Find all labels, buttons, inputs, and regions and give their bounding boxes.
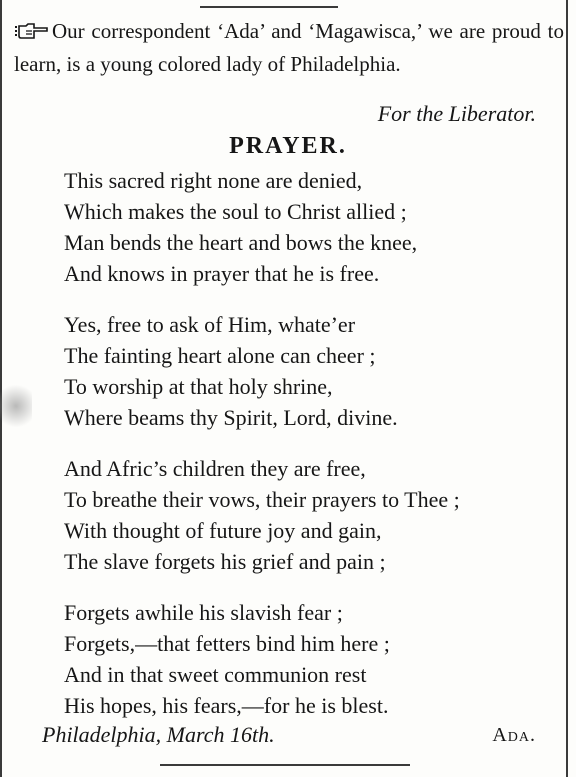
poem-line: This sacred right none are denied, bbox=[64, 168, 363, 193]
bottom-divider bbox=[160, 764, 410, 766]
poem-line: Forgets,—that fetters bind him here ; bbox=[64, 631, 390, 656]
poem-line: And in that sweet communion rest bbox=[64, 662, 367, 687]
notice-text: Our correspondent ‘Ada’ and ‘Magawisca,’ we are proud to learn, is a young colored lady of Philadelphia. bbox=[14, 19, 564, 76]
paper-stain bbox=[0, 380, 32, 432]
signature-place-date: Philadelphia, March 16th. bbox=[42, 722, 275, 747]
poem-line: To worship at that holy shrine, bbox=[64, 374, 333, 399]
poem-line: Where beams thy Spirit, Lord, divine. bbox=[64, 405, 398, 430]
stanza bbox=[64, 165, 460, 289]
poem-body bbox=[64, 165, 460, 741]
top-divider bbox=[200, 6, 338, 8]
source-credit: For the Liberator. bbox=[377, 101, 536, 126]
poem-line: And knows in prayer that he is free. bbox=[64, 261, 380, 286]
stanza bbox=[64, 453, 460, 577]
poem-line: Yes, free to ask of Him, whate’er bbox=[64, 312, 356, 337]
editor-notice bbox=[14, 15, 564, 81]
poem-line: His hopes, his fears,—for he is blest. bbox=[64, 693, 389, 718]
stanza bbox=[64, 597, 460, 721]
signature-author: Ada. bbox=[492, 724, 536, 746]
poem-line: To breathe their vows, their prayers to Thee ; bbox=[64, 487, 460, 512]
poem-title: PRAYER. bbox=[229, 133, 347, 159]
poem-line: Which makes the soul to Christ allied ; bbox=[64, 199, 407, 224]
poem-line: Forgets awhile his slavish fear ; bbox=[64, 600, 343, 625]
poem-line: The fainting heart alone can cheer ; bbox=[64, 343, 376, 368]
poem-line: The slave forgets his grief and pain ; bbox=[64, 549, 386, 574]
stanza bbox=[64, 309, 460, 433]
pointing-hand-icon bbox=[14, 23, 48, 41]
poem-line: Man bends the heart and bows the knee, bbox=[64, 230, 418, 255]
poem-line: And Afric’s children they are free, bbox=[64, 456, 366, 481]
poem-line: With thought of future joy and gain, bbox=[64, 518, 382, 543]
right-column-rule bbox=[566, 0, 568, 777]
